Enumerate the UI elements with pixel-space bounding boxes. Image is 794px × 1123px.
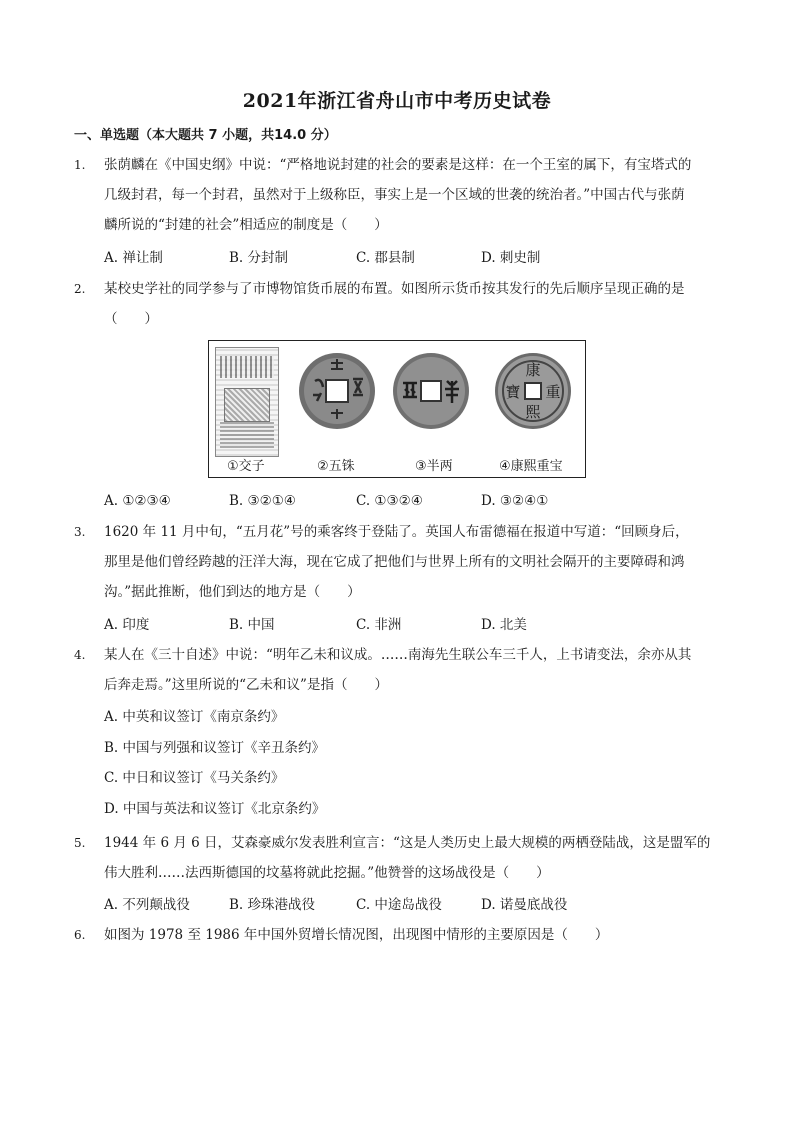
svg-text:熙: 熙	[525, 403, 541, 421]
figure-label-2: ②五铢	[317, 459, 355, 474]
question-text	[104, 274, 724, 334]
question-text	[104, 517, 724, 607]
question-line: 沟。”据此推断，他们到达的地方是（ ）	[104, 584, 361, 600]
question-text	[104, 920, 724, 950]
option-d[interactable]: D. 刺史制	[481, 250, 541, 266]
question-text	[104, 828, 724, 888]
svg-text:重: 重	[545, 383, 561, 401]
option-a[interactable]: A. 禅让制	[104, 250, 163, 266]
question-line: 那里是他们曾经跨越的汪洋大海，现在它成了把他们与世界上所有的文明社会隔开的主要障碍和鸿	[104, 554, 685, 570]
svg-text:康: 康	[525, 361, 541, 379]
figure-label-1: ①交子	[227, 459, 265, 474]
question-line: 麟所说的“封建的社会”相适应的制度是（ ）	[104, 217, 388, 233]
option-b[interactable]: B. 分封制	[229, 250, 289, 266]
option-a[interactable]: A. 印度	[104, 617, 150, 633]
question-number: 6.	[74, 928, 86, 942]
question-number: 5.	[74, 836, 86, 850]
option-c[interactable]: C. 中日和议签订《马关条约》	[104, 770, 285, 786]
question-number: 2.	[74, 282, 86, 296]
kangxi-zhongbao-coin-image	[493, 351, 573, 431]
section-heading: 一、单选题（本大题共 7 小题，共14.0 分）	[74, 128, 337, 143]
option-d[interactable]: D. 北美	[481, 617, 527, 633]
option-a[interactable]: A. 不列颠战役	[104, 897, 190, 913]
question-line: 某人在《三十自述》中说：“明年乙未和议成。……南海先生联公车三千人，上书请变法，余亦从其	[104, 647, 692, 663]
page-title: 2021年浙江省舟山市中考历史试卷	[242, 90, 552, 112]
question-line: 如图为 1978 至 1986 年中国外贸增长情况图，出现图中情形的主要原因是（ ）	[104, 927, 609, 943]
currency-figure	[208, 340, 586, 478]
svg-text:寶: 寶	[505, 383, 521, 401]
question-line: 伟大胜利……法西斯德国的坟墓将就此挖掘。”他赞誉的这场战役是（ ）	[104, 865, 550, 881]
jiaozi-banknote-image	[215, 347, 279, 457]
question-line: 某校史学社的同学参与了市博物馆货币展的布置。如图所示货币按其发行的先后顺序呈现正确的是	[104, 281, 685, 297]
option-b[interactable]: B. 中国	[229, 617, 275, 633]
question-line: 1944 年 6 月 6 日，艾森豪威尔发表胜利宣言：“这是人类历史上最大规模的两栖登陆战，这是盟军的	[104, 835, 711, 851]
option-b[interactable]: B. 中国与列强和议签订《辛丑条约》	[104, 740, 326, 756]
figure-label-4: ④康熙重宝	[499, 459, 563, 474]
question-number: 3.	[74, 525, 86, 539]
question-line: （ ）	[104, 311, 158, 327]
option-c[interactable]: C. ①③②④	[356, 493, 423, 509]
option-d[interactable]: D. 诺曼底战役	[481, 897, 568, 913]
question-number: 1.	[74, 158, 86, 172]
question-line: 1620 年 11 月中旬，“五月花”号的乘客终于登陆了。英国人布雷德福在报道中写道：“回顾身后，	[104, 524, 689, 540]
question-number: 4.	[74, 648, 86, 662]
wuzhu-coin-image	[297, 351, 377, 431]
banliang-coin-image	[391, 351, 471, 431]
question-text	[104, 150, 724, 240]
option-c[interactable]: C. 中途岛战役	[356, 897, 442, 913]
option-d[interactable]: D. ③②④①	[481, 493, 549, 509]
option-a[interactable]: A. 中英和议签订《南京条约》	[104, 709, 285, 725]
question-text	[104, 640, 724, 700]
question-line: 张荫麟在《中国史纲》中说：“严格地说封建的社会的要素是这样：在一个王室的属下，有宝塔式的	[104, 157, 692, 173]
option-b[interactable]: B. 珍珠港战役	[229, 897, 316, 913]
figure-label-3: ③半两	[415, 459, 453, 474]
question-line: 几级封君，每一个封君，虽然对于上级称臣，事实上是一个区域的世袭的统治者。”中国古代与张荫	[104, 187, 685, 203]
option-d[interactable]: D. 中国与英法和议签订《北京条约》	[104, 801, 326, 817]
option-a[interactable]: A. ①②③④	[104, 493, 171, 509]
option-c[interactable]: C. 非洲	[356, 617, 402, 633]
option-c[interactable]: C. 郡县制	[356, 250, 415, 266]
question-line: 后奔走焉。”这里所说的“乙未和议”是指（ ）	[104, 677, 388, 693]
option-b[interactable]: B. ③②①④	[229, 493, 296, 509]
